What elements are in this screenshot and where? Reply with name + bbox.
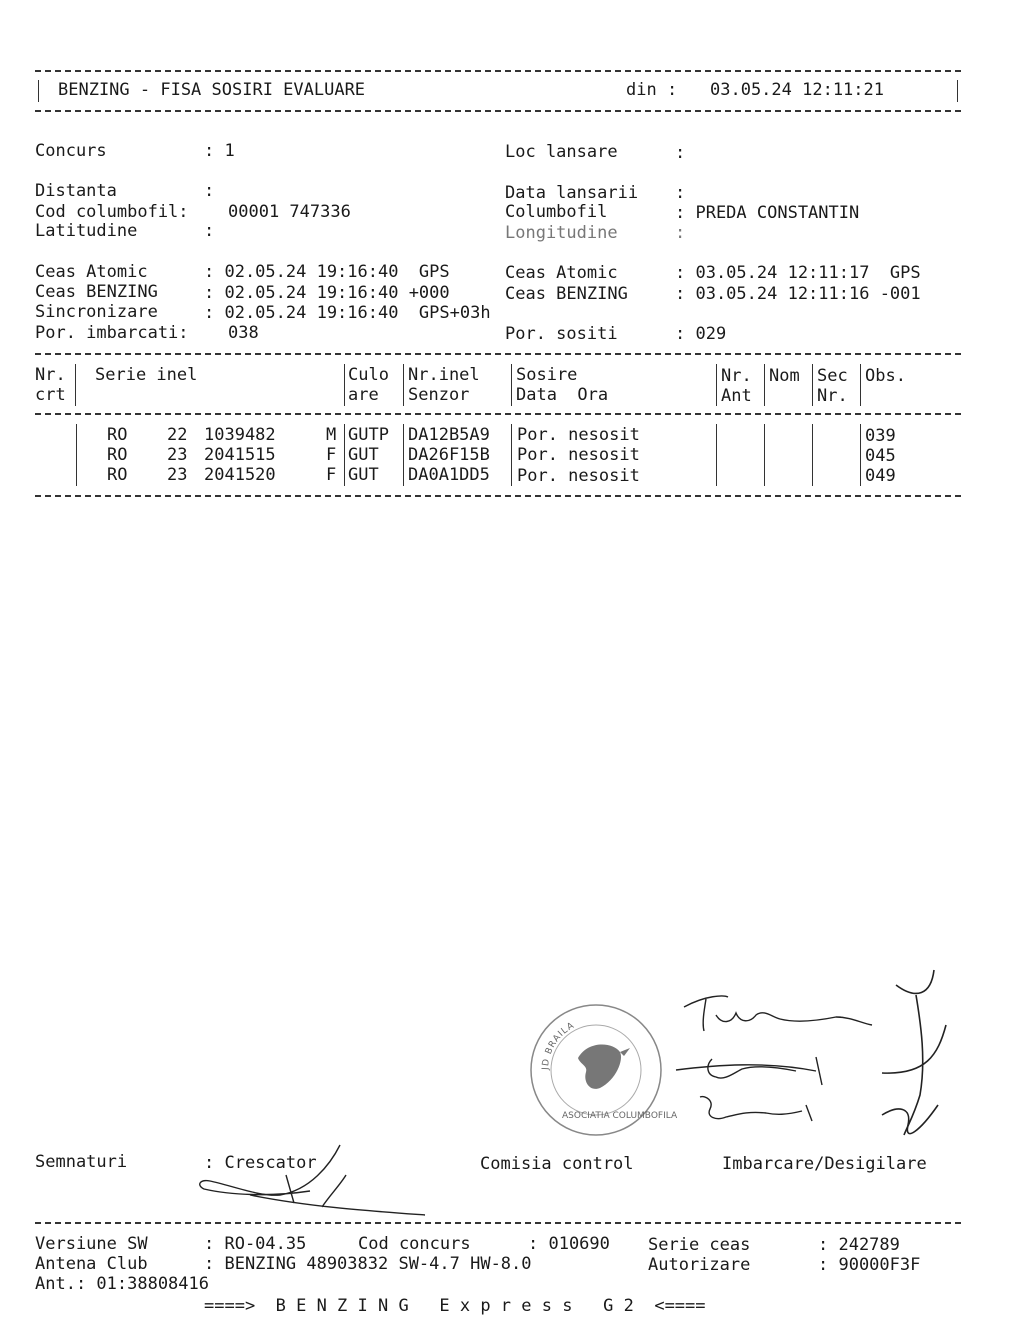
row-obs: 039 [865, 426, 896, 446]
data-lansarii-label: Data lansarii [505, 183, 639, 203]
row-ring: 2041520 [204, 465, 276, 485]
row-obs: 045 [865, 446, 896, 466]
ceas-benzing-value-right: : 03.05.24 12:11:16 -001 [675, 284, 921, 304]
col-serie-header: Serie inel [95, 365, 198, 385]
header-sep [812, 364, 813, 406]
row-sep [716, 424, 717, 486]
columbofil-value: : PREDA CONSTANTIN [675, 203, 860, 223]
comisia-label: Comisia control [480, 1154, 634, 1174]
header-sep [860, 364, 861, 406]
versiune-label: Versiune SW [35, 1234, 148, 1254]
row-sex: F [326, 445, 337, 465]
crescator-signature [190, 1135, 430, 1220]
col-sec-header-2: Nr. [817, 386, 848, 406]
din-label: din : [626, 80, 678, 100]
sincronizare-value: : 02.05.24 19:16:40 GPS+03h [204, 303, 491, 323]
latitudine-value: : [204, 221, 215, 241]
row-color: GUTP [348, 425, 389, 445]
row-status: Por. nesosit [517, 445, 640, 465]
row-sex: M [326, 425, 337, 445]
serie-ceas-value: : 242789 [818, 1235, 900, 1255]
ceas-benzing-value-left: : 02.05.24 19:16:40 +000 [204, 283, 450, 303]
ceas-atomic-value-left: : 02.05.24 19:16:40 GPS [204, 262, 450, 282]
row-status: Por. nesosit [517, 466, 640, 486]
col-culoare-header-1: Culo [348, 365, 389, 385]
col-sosire-header-1: Sosire [516, 365, 578, 385]
imbarcati-value: 038 [228, 323, 259, 343]
row-sep [76, 424, 77, 486]
col-ant-header-1: Nr. [721, 366, 752, 386]
distanta-value: : [204, 181, 215, 201]
col-nr-header-2: crt [35, 385, 66, 405]
semnaturi-label: Semnaturi [35, 1152, 128, 1172]
table-header-rule [35, 413, 961, 415]
row-sep [812, 424, 813, 486]
row-sensor: DA0A1DD5 [408, 465, 490, 485]
header-sep [75, 364, 76, 406]
concurs-value: : 1 [204, 141, 235, 161]
imbarcati-label: Por. imbarcati: [35, 323, 189, 343]
longitudine-value: : [675, 223, 686, 243]
header-right-bar [957, 80, 958, 102]
header-bottom-rule [35, 110, 961, 112]
footer-rule [35, 1222, 961, 1224]
table-top-rule [35, 353, 961, 355]
row-ring: 2041515 [204, 445, 276, 465]
row-sep [860, 424, 861, 486]
handwritten-signatures [676, 965, 976, 1150]
row-sep [764, 424, 765, 486]
row-obs: 049 [865, 466, 896, 486]
loc-lansare-label: Loc lansare [505, 142, 618, 162]
sositi-label: Por. sositi [505, 324, 618, 344]
ceas-atomic-label-right: Ceas Atomic [505, 263, 618, 283]
col-sosire-header-2: Data Ora [516, 385, 609, 405]
antena-value: : BENZING 48903832 SW-4.7 HW-8.0 [204, 1254, 532, 1274]
ceas-atomic-label-left: Ceas Atomic [35, 262, 148, 282]
col-obs-header: Obs. [865, 366, 906, 386]
cod-columbofil-value: 00001 747336 [228, 202, 351, 222]
brand-line: ====> B E N Z I N G E x p r e s s G 2 <==== [204, 1296, 706, 1316]
serie-ceas-label: Serie ceas [648, 1235, 751, 1255]
document-title: BENZING - FISA SOSIRI EVALUARE [58, 80, 366, 100]
header-sep [716, 364, 717, 406]
ceas-benzing-label-left: Ceas BENZING [35, 282, 158, 302]
row-sep [511, 424, 512, 486]
col-nom-header: Nom [769, 366, 800, 386]
row-sensor: DA26F15B [408, 445, 490, 465]
data-lansarii-value: : [675, 183, 686, 203]
columbofil-label: Columbofil [505, 202, 608, 222]
header-sep [344, 364, 345, 406]
crescator-label: : Crescator [204, 1153, 317, 1173]
longitudine-label: Longitudine [505, 223, 618, 243]
row-color: GUT [348, 465, 379, 485]
col-sec-header-1: Sec [817, 366, 848, 386]
row-sensor: DA12B5A9 [408, 425, 490, 445]
header-top-rule [35, 70, 961, 72]
row-ring: 1039482 [204, 425, 276, 445]
row-color: GUT [348, 445, 379, 465]
table-bottom-rule [35, 495, 961, 497]
cod-concurs-value: : 010690 [528, 1234, 610, 1254]
cod-columbofil-label: Cod columbofil: [35, 202, 189, 222]
ant-line: Ant.: 01:38808416 [35, 1274, 209, 1294]
sositi-value: : 029 [675, 324, 727, 344]
association-stamp [528, 1000, 678, 1140]
row-country: RO [107, 425, 128, 445]
row-year: 22 [167, 425, 188, 445]
header-timestamp: 03.05.24 12:11:21 [710, 80, 884, 100]
row-country: RO [107, 445, 128, 465]
col-nrinel-header-2: Senzor [408, 385, 470, 405]
loc-lansare-value: : [675, 143, 686, 163]
header-sep [403, 364, 404, 406]
cod-concurs-label: Cod concurs [358, 1234, 471, 1254]
autorizare-value: : 90000F3F [818, 1255, 921, 1275]
header-sep [511, 364, 512, 406]
row-year: 23 [167, 465, 188, 485]
header-left-bar [38, 80, 39, 102]
distanta-label: Distanta [35, 181, 117, 201]
autorizare-label: Autorizare [648, 1255, 751, 1275]
antena-label: Antena Club [35, 1254, 148, 1274]
col-nrinel-header-1: Nr.inel [408, 365, 480, 385]
row-country: RO [107, 465, 128, 485]
col-culoare-header-2: are [348, 385, 379, 405]
svg-text:ASOCIATIA COLUMBOFILA: ASOCIATIA COLUMBOFILA [562, 1111, 678, 1121]
svg-text:JD BRAILA: JD BRAILA [540, 1020, 577, 1071]
versiune-value: : RO-04.35 [204, 1234, 307, 1254]
latitudine-label: Latitudine [35, 221, 138, 241]
sincronizare-label: Sincronizare [35, 302, 158, 322]
concurs-label: Concurs [35, 141, 107, 161]
row-sex: F [326, 465, 337, 485]
row-year: 23 [167, 445, 188, 465]
imbarcare-label: Imbarcare/Desigilare [722, 1154, 927, 1174]
row-sep [403, 424, 404, 486]
col-nr-header-1: Nr. [35, 365, 66, 385]
row-status: Por. nesosit [517, 425, 640, 445]
ceas-benzing-label-right: Ceas BENZING [505, 284, 628, 304]
header-sep [764, 364, 765, 406]
ceas-atomic-value-right: : 03.05.24 12:11:17 GPS [675, 263, 921, 283]
col-ant-header-2: Ant [721, 386, 752, 406]
row-sep [344, 424, 345, 486]
